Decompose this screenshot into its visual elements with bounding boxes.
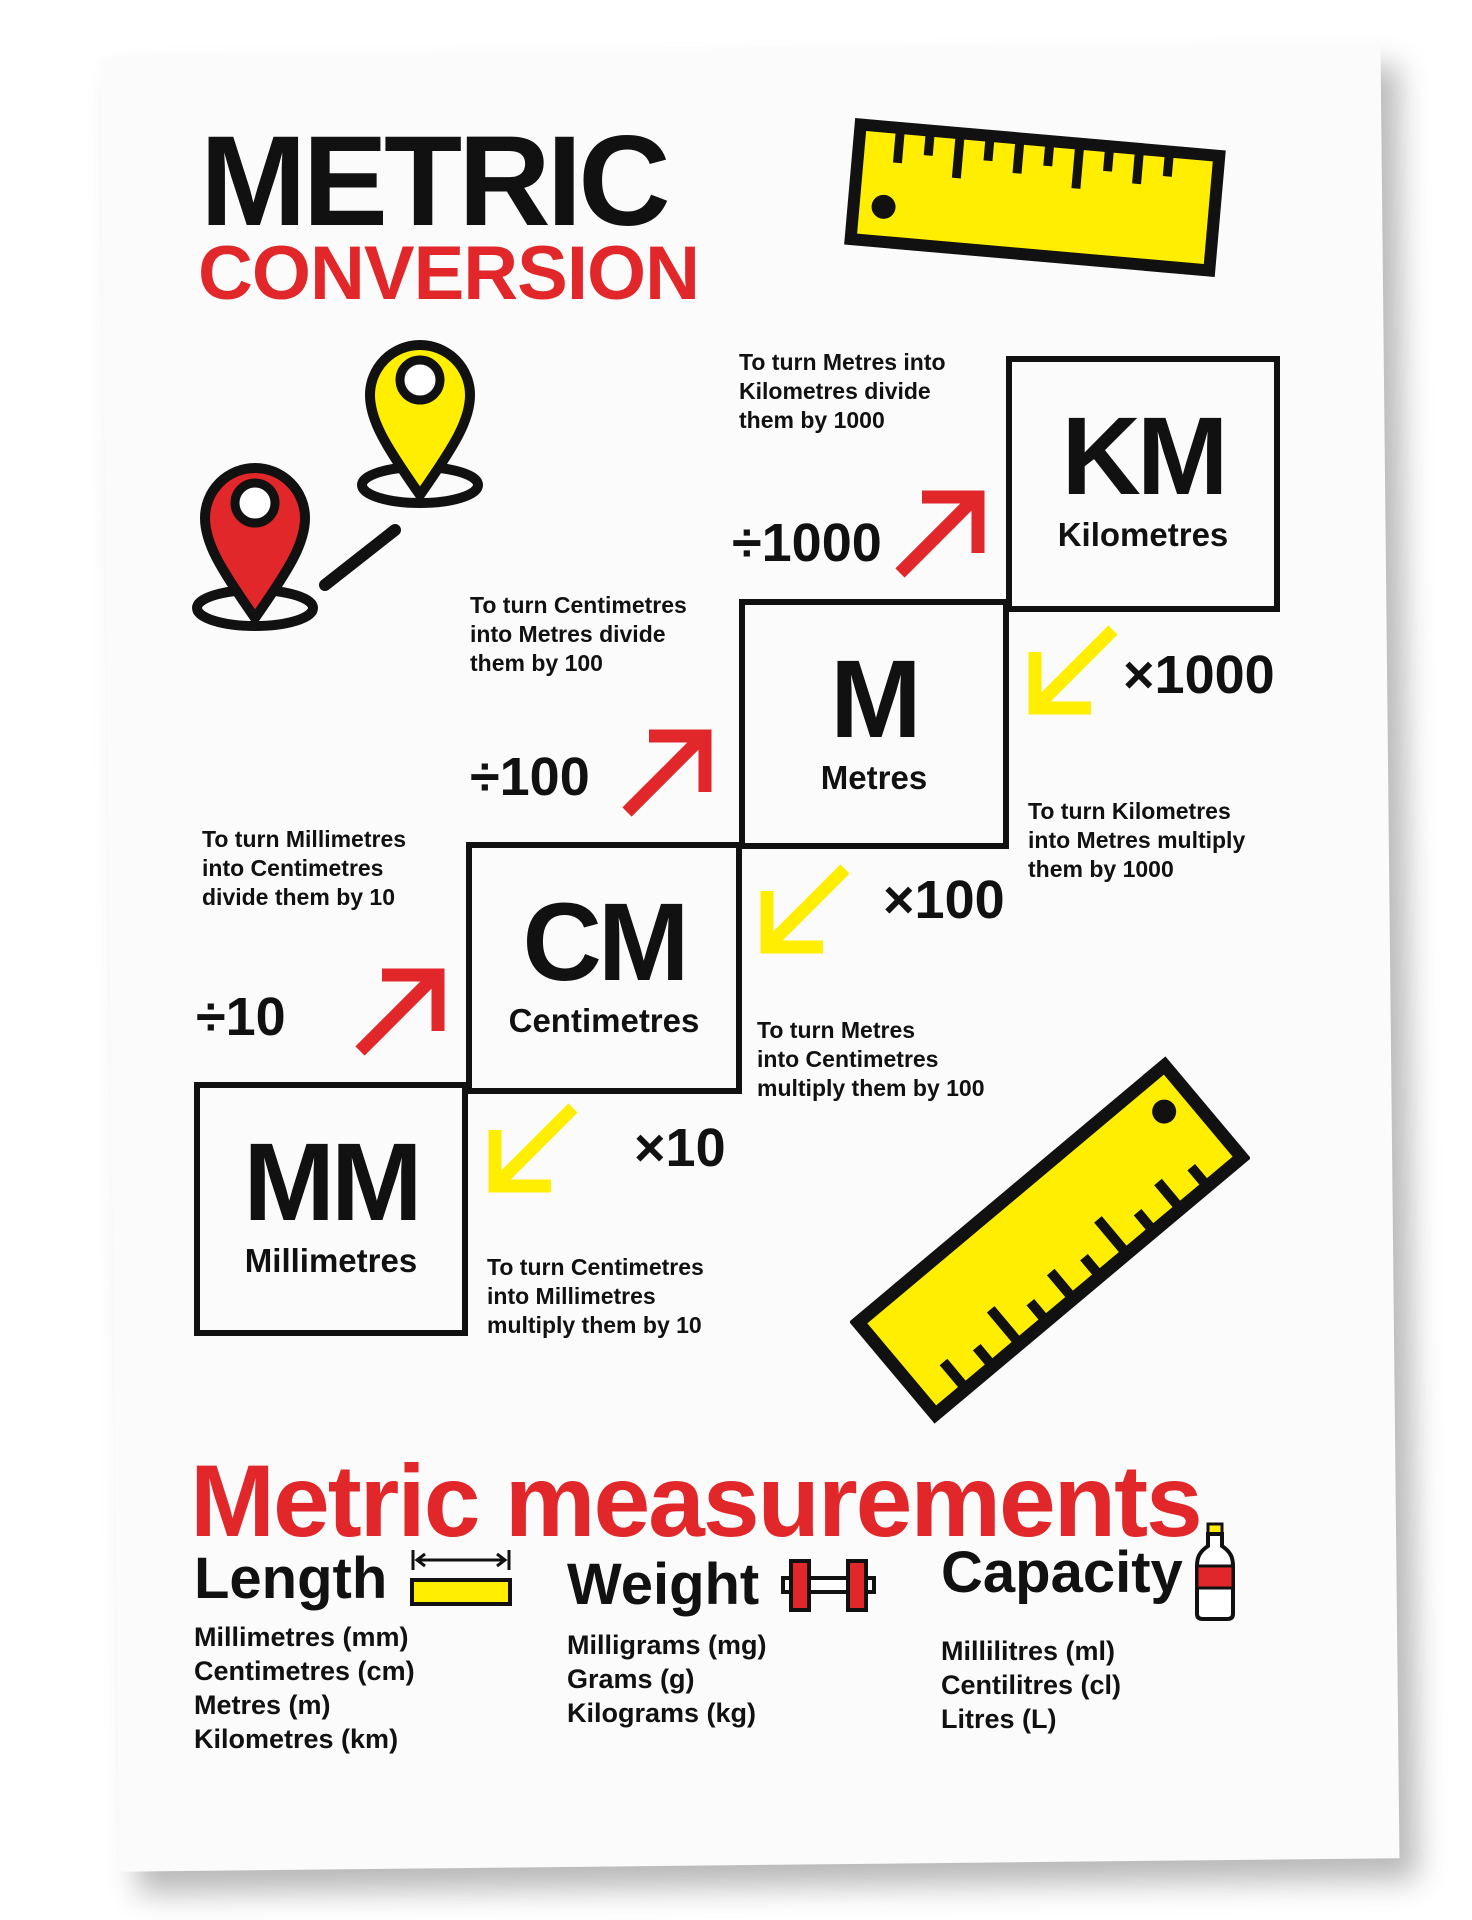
note-line: into Metres multiply <box>1028 827 1246 853</box>
bottle-icon <box>1193 1522 1237 1622</box>
note-line: into Centimetres <box>757 1046 939 1072</box>
box-mm <box>194 1082 468 1336</box>
note-line: into Millimetres <box>487 1283 656 1309</box>
op-divide-10: ÷10 <box>196 987 286 1047</box>
box-label: Kilometres <box>1057 516 1229 553</box>
box-km <box>1006 356 1280 612</box>
category-name: Weight <box>567 1552 760 1617</box>
note-line: To turn Millimetres <box>202 826 407 852</box>
note-line: into Metres divide <box>470 621 666 647</box>
note-line: Kilometres divide <box>739 378 931 404</box>
note-line: them by 1000 <box>1028 856 1174 882</box>
op-multiply-1000: ×1000 <box>1123 645 1275 705</box>
category-length <box>194 1548 514 1756</box>
op-multiply-100: ×100 <box>883 870 1005 930</box>
measurements-title: Metric measurements <box>190 1444 1201 1558</box>
unit-item: Grams (g) <box>567 1664 695 1694</box>
box-abbr: KM <box>1061 395 1225 518</box>
op-divide-1000: ÷1000 <box>732 513 882 573</box>
location-pins-icon <box>185 315 495 645</box>
box-m <box>739 599 1009 849</box>
note-km-to-m <box>1028 797 1245 884</box>
category-weight <box>567 1552 876 1730</box>
unit-item: Centimetres (cm) <box>194 1656 415 1686</box>
poster-title: METRIC <box>200 110 667 253</box>
category-capacity <box>941 1522 1237 1736</box>
op-multiply-10: ×10 <box>634 1118 726 1178</box>
category-name: Capacity <box>941 1540 1183 1605</box>
box-abbr: MM <box>243 1121 419 1244</box>
note-cm-to-mm <box>487 1253 704 1340</box>
unit-item: Millilitres (ml) <box>941 1636 1116 1666</box>
unit-item: Centilitres (cl) <box>941 1670 1122 1700</box>
note-line: To turn Kilometres <box>1028 798 1231 824</box>
category-name: Length <box>194 1546 388 1611</box>
note-line: them by 100 <box>470 650 603 676</box>
note-line: divide them by 10 <box>202 884 396 910</box>
op-divide-100: ÷100 <box>470 747 590 807</box>
note-line: multiply them by 10 <box>487 1312 702 1338</box>
note-mm-to-cm <box>202 825 406 912</box>
dumbbell-icon <box>781 1558 876 1613</box>
note-cm-to-m <box>470 591 687 678</box>
box-abbr: CM <box>522 881 686 1004</box>
unit-item: Metres (m) <box>194 1690 331 1720</box>
note-line: into Centimetres <box>202 855 384 881</box>
unit-item: Milligrams (mg) <box>567 1630 767 1660</box>
note-line: them by 1000 <box>739 407 885 433</box>
unit-item: Millimetres (mm) <box>194 1622 409 1652</box>
box-label: Metres <box>820 759 928 796</box>
box-label: Millimetres <box>244 1242 418 1279</box>
note-m-to-km <box>739 348 946 435</box>
unit-item: Kilometres (km) <box>194 1724 399 1754</box>
note-line: To turn Centimetres <box>470 592 687 618</box>
note-line: To turn Metres into <box>739 349 946 375</box>
note-line: To turn Centimetres <box>487 1254 704 1280</box>
poster-subtitle: CONVERSION <box>198 231 699 316</box>
box-abbr: M <box>830 638 918 761</box>
ruler-icon <box>840 105 1230 290</box>
ruler-diagonal-icon <box>850 1050 1250 1430</box>
note-line: To turn Metres <box>757 1017 916 1043</box>
note-line: multiply them by 100 <box>757 1075 985 1101</box>
unit-item: Kilograms (kg) <box>567 1698 757 1728</box>
ruler-icon <box>409 1548 514 1608</box>
box-cm <box>466 842 742 1094</box>
unit-item: Litres (L) <box>941 1704 1057 1734</box>
box-label: Centimetres <box>508 1002 700 1039</box>
